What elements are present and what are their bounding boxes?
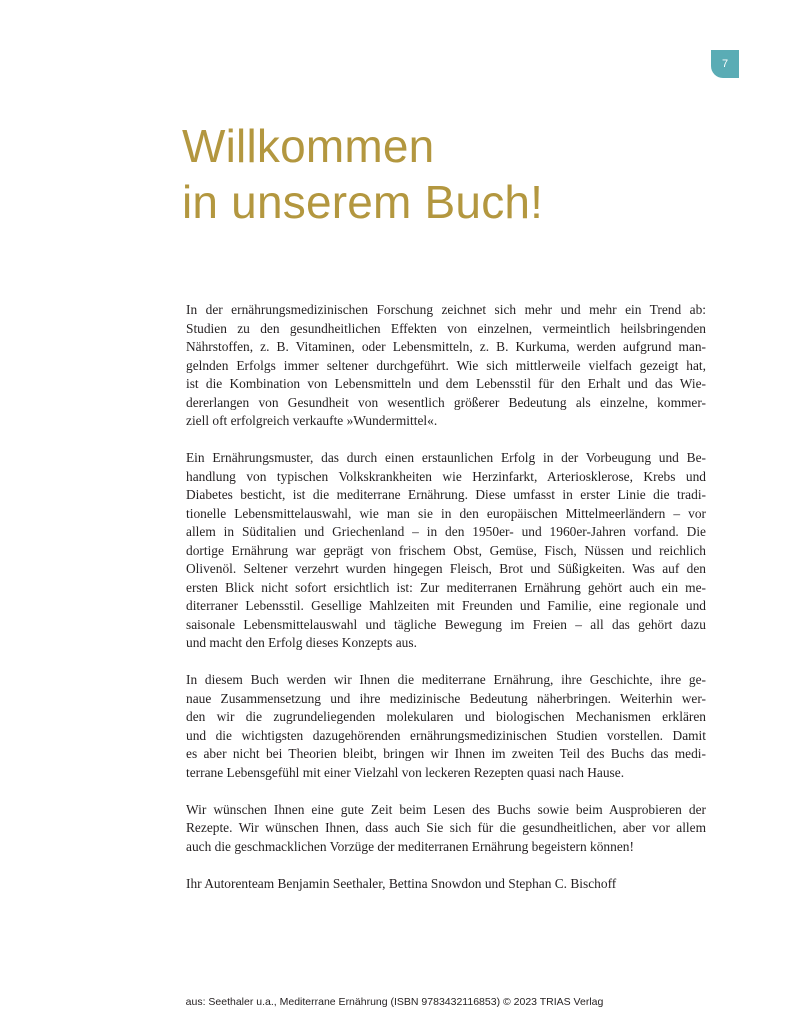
text-line: terrane Lebensgefühl mit einer Vielzahl von leckeren Rezepten quasi nach Hause.: [186, 764, 625, 780]
page-title: [182, 118, 543, 230]
text-line: In diesem Buch werden wir Ihnen die mediterrane Ernährung, ihre Geschichte, ihre ge-: [186, 672, 706, 687]
text-line: Studien zu den gesundheitlichen Effekten von einzelnen, vermeintlich heilsbringenden: [186, 320, 706, 336]
text-line: Nährstoffen, z. B. Vitaminen, oder Lebensmitteln, z. B. Kurkuma, werden aufgrund man-: [186, 339, 706, 354]
text-line: ist die Kombination von Lebensmitteln und dem Lebensstil für den Erhalt und das Wie-: [186, 376, 706, 391]
text-line: und die wichtigsten dazugehörenden ernährungsmedizinischen Studien vorstellen. Damit: [186, 727, 706, 743]
text-line: allem in Süditalien und Griechenland – in den 1950er- und 1960er-Jahren vorfand. Die: [186, 524, 706, 539]
text-line: naue Zusammensetzung und ihre medizinische Bedeutung näherbringen. Weiterhin wer-: [186, 690, 706, 706]
title-line-1: Willkommen: [182, 120, 435, 172]
text-line: Wir wünschen Ihnen eine gute Zeit beim Lesen des Buchs sowie beim Ausprobieren der: [186, 801, 706, 817]
text-line: ersten Blick nicht sofort ersichtlich ist: Zur mediterranen Ernährung gehört auch ein me-: [186, 579, 706, 595]
title-line-2: in unserem Buch!: [182, 176, 544, 228]
paragraph-3: [186, 671, 706, 782]
text-line: In der ernährungsmedizinischen Forschung zeichnet sich mehr und mehr ein Trend ab:: [186, 302, 706, 317]
text-line: es aber nicht bei Theorien bleibt, bringen wir Ihnen im zweiten Teil des Buchs das medi-: [186, 746, 706, 761]
text-line: saisonale Lebensmittelauswahl und tägliche Bewegung im Freien – all das gehört dazu: [186, 616, 706, 632]
paragraph-4: [186, 801, 706, 857]
body-text: [186, 301, 706, 893]
text-line: Rezepte. Wir wünschen Ihnen, dass auch Sie sich für die gesundheitlichen, aber vor allem: [186, 820, 706, 835]
text-line: gelnden Erfolgs immer seltener durchgeführt. Wie sich mittlerweile vielfach gezeigt hat,: [186, 357, 706, 373]
text-line: handlung von typischen Volkskrankheiten wie Herzinfarkt, Arteriosklerose, Krebs und: [186, 468, 706, 484]
text-line: diterraner Lebensstil. Gesellige Mahlzeiten mit Freunden und Familie, eine regionale und: [186, 598, 706, 613]
text-line: auch die geschmacklichen Vorzüge der mediterranen Ernährung begeistern können!: [186, 838, 634, 854]
author-signature: Ihr Autorenteam Benjamin Seethaler, Bettina Snowdon und Stephan C. Bischoff: [186, 875, 617, 891]
text-line: tionelle Lebensmittelauswahl, wie man sie in den europäischen Mittelmeerländern – vor: [186, 505, 706, 521]
text-line: dortige Ernährung war geprägt von frischem Obst, Gemüse, Fisch, Nüssen und reichlich: [186, 542, 706, 558]
text-line: Diabetes besticht, ist die mediterrane Ernährung. Diese umfasst in erster Linie die tradi-: [186, 487, 706, 502]
text-line: und macht den Erfolg dieses Konzepts aus.: [186, 635, 417, 650]
paragraph-1: [186, 301, 706, 431]
text-line: den wir die zugrundeliegenden molekularen und biologischen Mechanismen erklären: [186, 709, 706, 724]
text-line: dererlangen von Gesundheit von wesentlich größerer Bedeutung als einzelne, kommer-: [186, 394, 706, 410]
footer-citation: aus: Seethaler u.a., Mediterrane Ernährung (ISBN 9783432116853) © 2023 TRIAS Verlag: [185, 996, 604, 1008]
page-number-badge: 7: [711, 50, 739, 78]
paragraph-2: [186, 449, 706, 653]
text-line: ziell oft erfolgreich verkaufte »Wundermittel«.: [186, 413, 438, 428]
text-line: Olivenöl. Seltener verzehrt wurden hingegen Fleisch, Brot und Süßigkeiten. Was auf den: [186, 561, 706, 576]
text-line: Ein Ernährungsmuster, das durch einen erstaunlichen Erfolg in der Vorbeugung und Be-: [186, 450, 706, 465]
